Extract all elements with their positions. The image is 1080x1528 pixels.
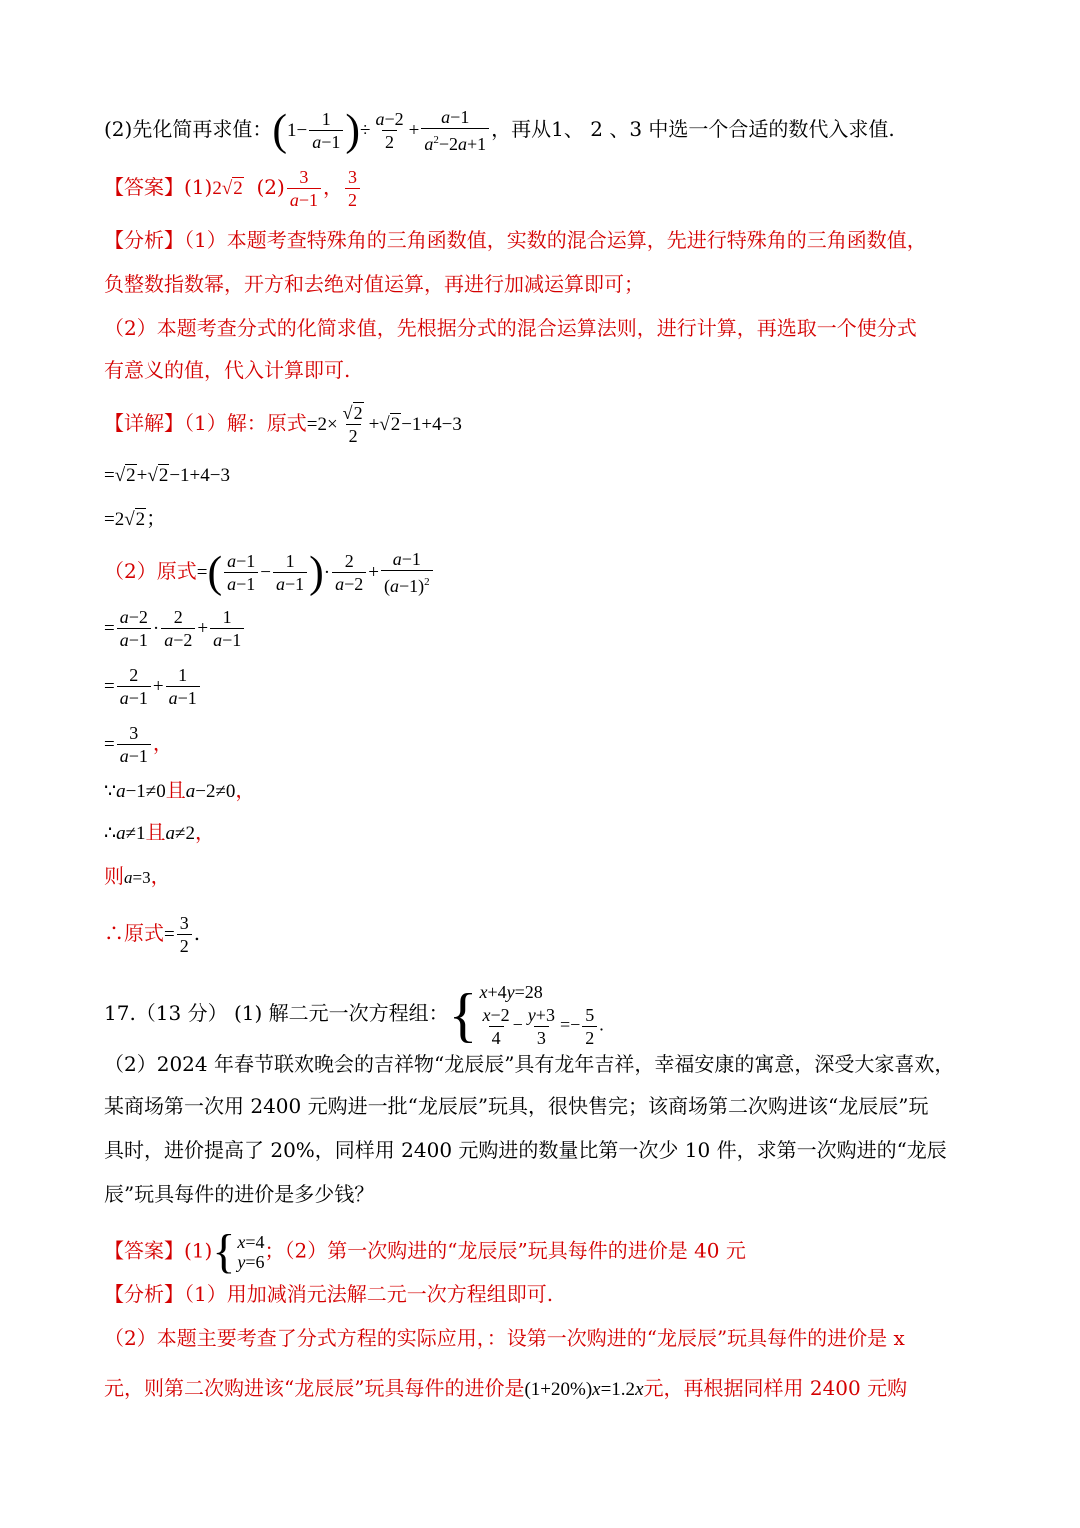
detail16-step1: 【详解】（1）解：原式=2× $\frac{√2}{2}$ +√2−1+4−3	[104, 403, 462, 446]
answer17-p1: (1)	[184, 1238, 213, 1263]
analysis17-line1	[104, 1280, 553, 1308]
q17-part2-text2: 某商场第一次用 2400 元购进一批“龙辰辰”玩具，很快售完；该商场第二次购进该“龙辰辰”玩	[104, 1094, 929, 1118]
answer16-tag: 【答案】	[104, 175, 184, 199]
answer17-solution: { x=4 y=6	[212, 1225, 265, 1278]
q17-part2-line2	[104, 1092, 929, 1120]
detail16-cond1-mid: 且	[165, 778, 186, 802]
q16-part2-expression: (1− $\frac{1}{a-1}$ )÷ $\frac{a-2}{2}$ + $\frac{a-1}{a^2-2a+1}$	[272, 117, 491, 141]
analysis17-tag: 【分析】	[104, 1282, 184, 1306]
detail16-therefore-label: ∴原式	[104, 921, 164, 945]
analysis16-line1	[104, 226, 927, 254]
q17-part2-line1	[104, 1050, 954, 1078]
q17-part1-text: (1) 解二元一次方程组：	[233, 1001, 449, 1025]
q17-part2-line4	[104, 1180, 374, 1208]
detail16-cond1: ∵a−1≠0且a−2≠0，	[104, 778, 256, 802]
detail16-step3: =2√2；	[104, 506, 167, 530]
detail16-part2-label: （2）原式	[104, 559, 197, 583]
answer16-value1: 2√2	[212, 178, 243, 199]
detail16-part2-step2: = $\frac{a-2}{a-1}$ · $\frac{2}{a-2}$ + $\frac{1}{a-1}$	[104, 606, 246, 651]
q17-part2-text3: 具时，进价提高了 20%，同样用 2400 元购进的数量比第一次少 10 件，求第一次购进的“龙辰	[104, 1138, 947, 1162]
analysis17-text3a: 元，则第二次购进该“龙辰辰”玩具每件的进价是	[104, 1376, 525, 1400]
answer16-p2: (2)	[256, 175, 285, 199]
q16-part2-suffix: ，再从1、 2 、3 中选一个合适的数代入求值.	[491, 117, 895, 141]
detail16-part1-label: （1）解：原式	[184, 411, 307, 435]
q17-part2-text1: （2）2024 年春节联欢晚会的吉祥物“龙辰辰”具有龙年吉祥，幸福安康的寓意，深受大家喜欢，	[104, 1052, 955, 1076]
answer17-p2: ；（2）第一次购进的“龙辰辰”玩具每件的进价是 40 元	[264, 1238, 746, 1263]
q16-part2-line	[104, 106, 895, 155]
answer16-value2: $\frac{3}{a-1}$	[287, 166, 321, 211]
analysis17-text2: （2）本题主要考查了分式方程的实际应用，：设第一次购进的“龙辰辰”玩具每件的进价是 x	[104, 1326, 905, 1350]
analysis16-text3: （2）本题考查分式的化简求值，先根据分式的混合运算法则，进行计算，再选取一个使分式	[104, 316, 917, 340]
analysis16-text4: 有意义的值，代入计算即可.	[104, 358, 351, 382]
analysis16-line4	[104, 356, 350, 384]
q16-part2-prefix: (2)先化简再求值：	[104, 117, 273, 141]
analysis17-line3: 元，则第二次购进该“龙辰辰”玩具每件的进价是(1+20%)x=1.2x元，再根据同样用 2400 元购	[104, 1376, 908, 1400]
answer16-p1: (1)	[184, 175, 213, 199]
answer17-tag: 【答案】	[104, 1238, 184, 1263]
analysis16-text2: 负整数指数幂，开方和去绝对值运算，再进行加减运算即可；	[104, 272, 644, 296]
q17-part2-text4: 辰”玩具每件的进价是多少钱？	[104, 1182, 375, 1206]
analysis16-text1: （1）本题考查特殊角的三角函数值，实数的混合运算，先进行特殊角的三角函数值，	[184, 228, 927, 252]
detail16-then: 则a=3，	[104, 864, 171, 888]
detail16-part2-step4: = $\frac{3}{a-1}$ ，	[104, 723, 173, 766]
detail16-part2-step3: = $\frac{2}{a-1}$ + $\frac{1}{a-1}$	[104, 664, 202, 709]
q17-part2-line3	[104, 1136, 947, 1164]
q17-equation-system: { x+4y=28 $\frac{x-2}{4}$ − $\frac{y+3}{3}$ =− $\frac{5}{2}$ .	[448, 981, 604, 1048]
detail16-result: ∴原式= $\frac{3}{2}$ .	[104, 913, 201, 956]
detail16-step2: =√2+√2−1+4−3	[104, 465, 230, 486]
detail16-then-label: 则	[104, 864, 124, 888]
q17-part1-line	[104, 980, 604, 1049]
analysis16-line2	[104, 270, 644, 298]
answer16-value3: $\frac{3}{2}$	[345, 166, 360, 211]
analysis17-text1: （1）用加减消元法解二元一次方程组即可.	[184, 1282, 554, 1306]
analysis17-text3b: 元，再根据同样用 2400 元购	[643, 1376, 908, 1400]
answer17-line	[104, 1225, 746, 1278]
q17-number: 17.（13 分）	[104, 1001, 228, 1025]
detail16-part2-step1: （2）原式=( $\frac{a-1}{a-1}$ − $\frac{1}{a-1}$ )· $\frac{2}{a-2}$ + $\frac{a-1}{(a-1)^2}$	[104, 548, 435, 597]
detail16-tag: 【详解】	[104, 411, 184, 435]
analysis16-line3	[104, 314, 917, 342]
detail16-cond2-mid: 且	[145, 820, 166, 844]
analysis17-line2	[104, 1324, 905, 1352]
detail16-cond2: ∴a≠1且a≠2，	[104, 820, 215, 844]
analysis16-tag: 【分析】	[104, 228, 184, 252]
answer16-line: 【答案】(1)2√2 (2) $\frac{3}{a-1}$ ， $\frac{3}{2}$	[104, 166, 362, 211]
